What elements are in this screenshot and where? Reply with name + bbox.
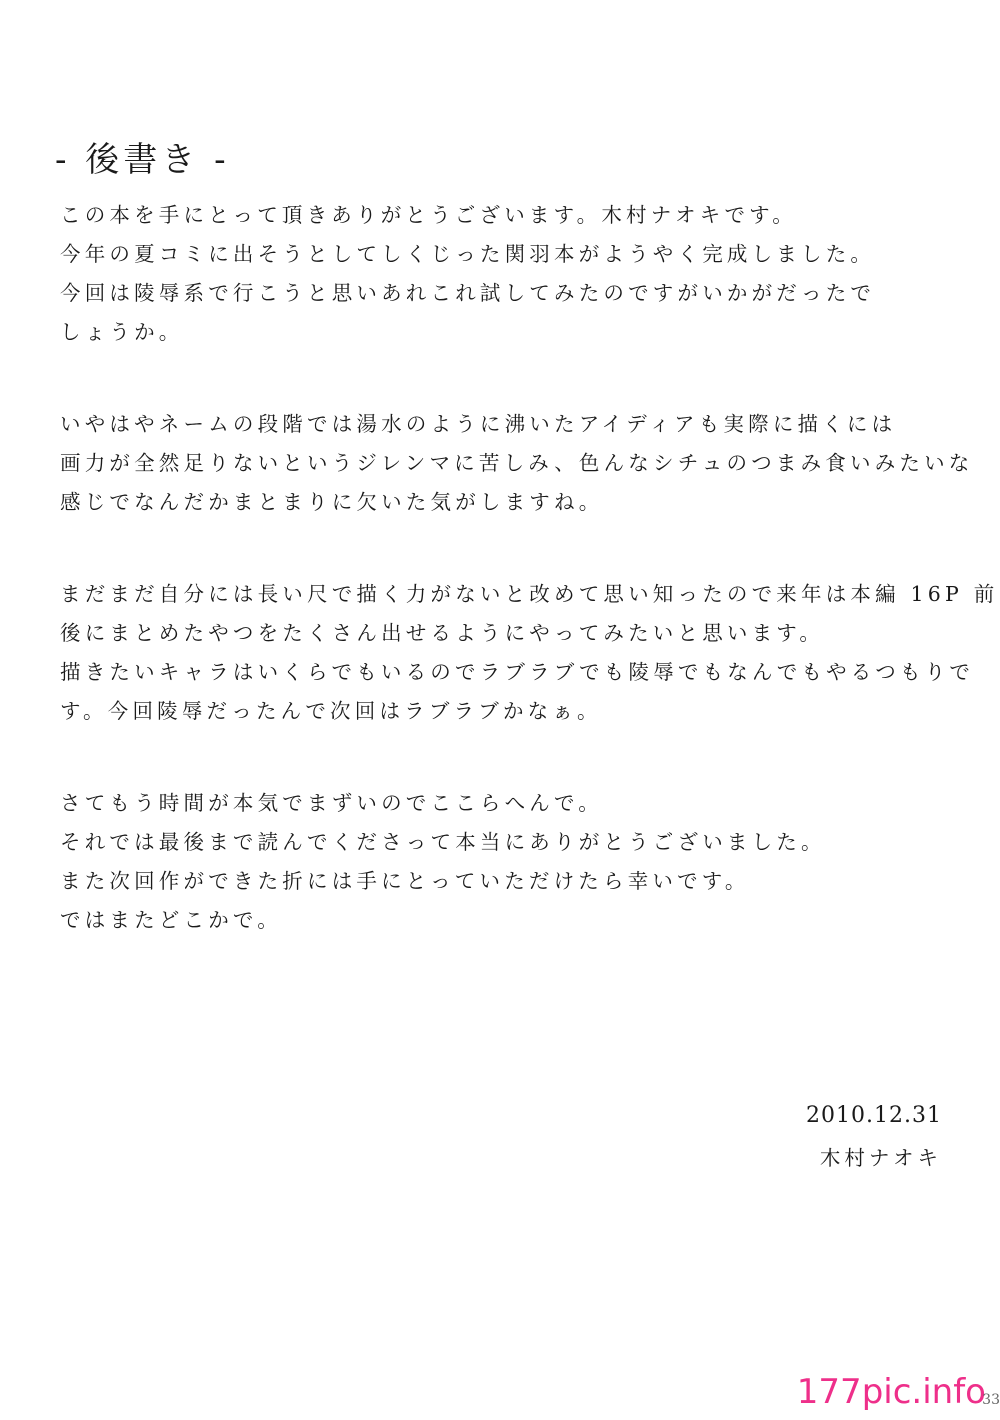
afterword-body (60, 196, 999, 993)
signature-author: 木村ナオキ (819, 1146, 942, 1170)
text-line: 後にまとめたやつをたくさん出せるようにやってみたいと思います。 (60, 621, 825, 645)
site-watermark: 177pic.info (796, 1372, 986, 1412)
signature-block (806, 1098, 942, 1176)
signature-date: 2010.12.31 (806, 1103, 942, 1128)
text-line: まだまだ自分には長い尺で描く力がないと改めて思い知ったので来年は本編 16P 前 (60, 582, 999, 606)
page-title: - 後書き - (55, 140, 230, 180)
text-line: 今回は陵辱系で行こうと思いあれこれ試してみたのですがいかがだったで (60, 281, 876, 305)
text-line: す。今回陵辱だったんで次回はラブラブかなぁ。 (60, 699, 602, 723)
text-line: それでは最後まで読んでくださって本当にありがとうございました。 (60, 830, 826, 854)
text-line: 今年の夏コミに出そうとしてしくじった関羽本がようやく完成しました。 (60, 242, 876, 266)
text-line: しょうか。 (60, 320, 184, 344)
text-line: いやはやネームの段階では湯水のように沸いたアイディアも実際に描くには (60, 412, 897, 436)
text-line: ではまたどこかで。 (60, 908, 282, 932)
paragraph-1 (60, 196, 960, 352)
paragraph-3 (60, 575, 999, 731)
text-line: また次回作ができた折には手にとっていただけたら幸いです。 (60, 869, 750, 893)
text-line: この本を手にとって頂きありがとうございます。木村ナオキです。 (60, 203, 797, 227)
page-number: 33 (982, 1392, 1000, 1408)
text-line: さてもう時間が本気でまずいのでここらへんで。 (60, 791, 603, 815)
paragraph-2 (60, 405, 974, 522)
paragraph-4 (60, 784, 960, 940)
text-line: 画力が全然足りないというジレンマに苦しみ、色んなシチュのつまみ食いみたいな (60, 451, 974, 475)
text-line: 感じでなんだかまとまりに欠いた気がしますね。 (60, 490, 604, 514)
text-line: 描きたいキャラはいくらでもいるのでラブラブでも陵辱でもなんでもやるつもりで (60, 660, 975, 684)
